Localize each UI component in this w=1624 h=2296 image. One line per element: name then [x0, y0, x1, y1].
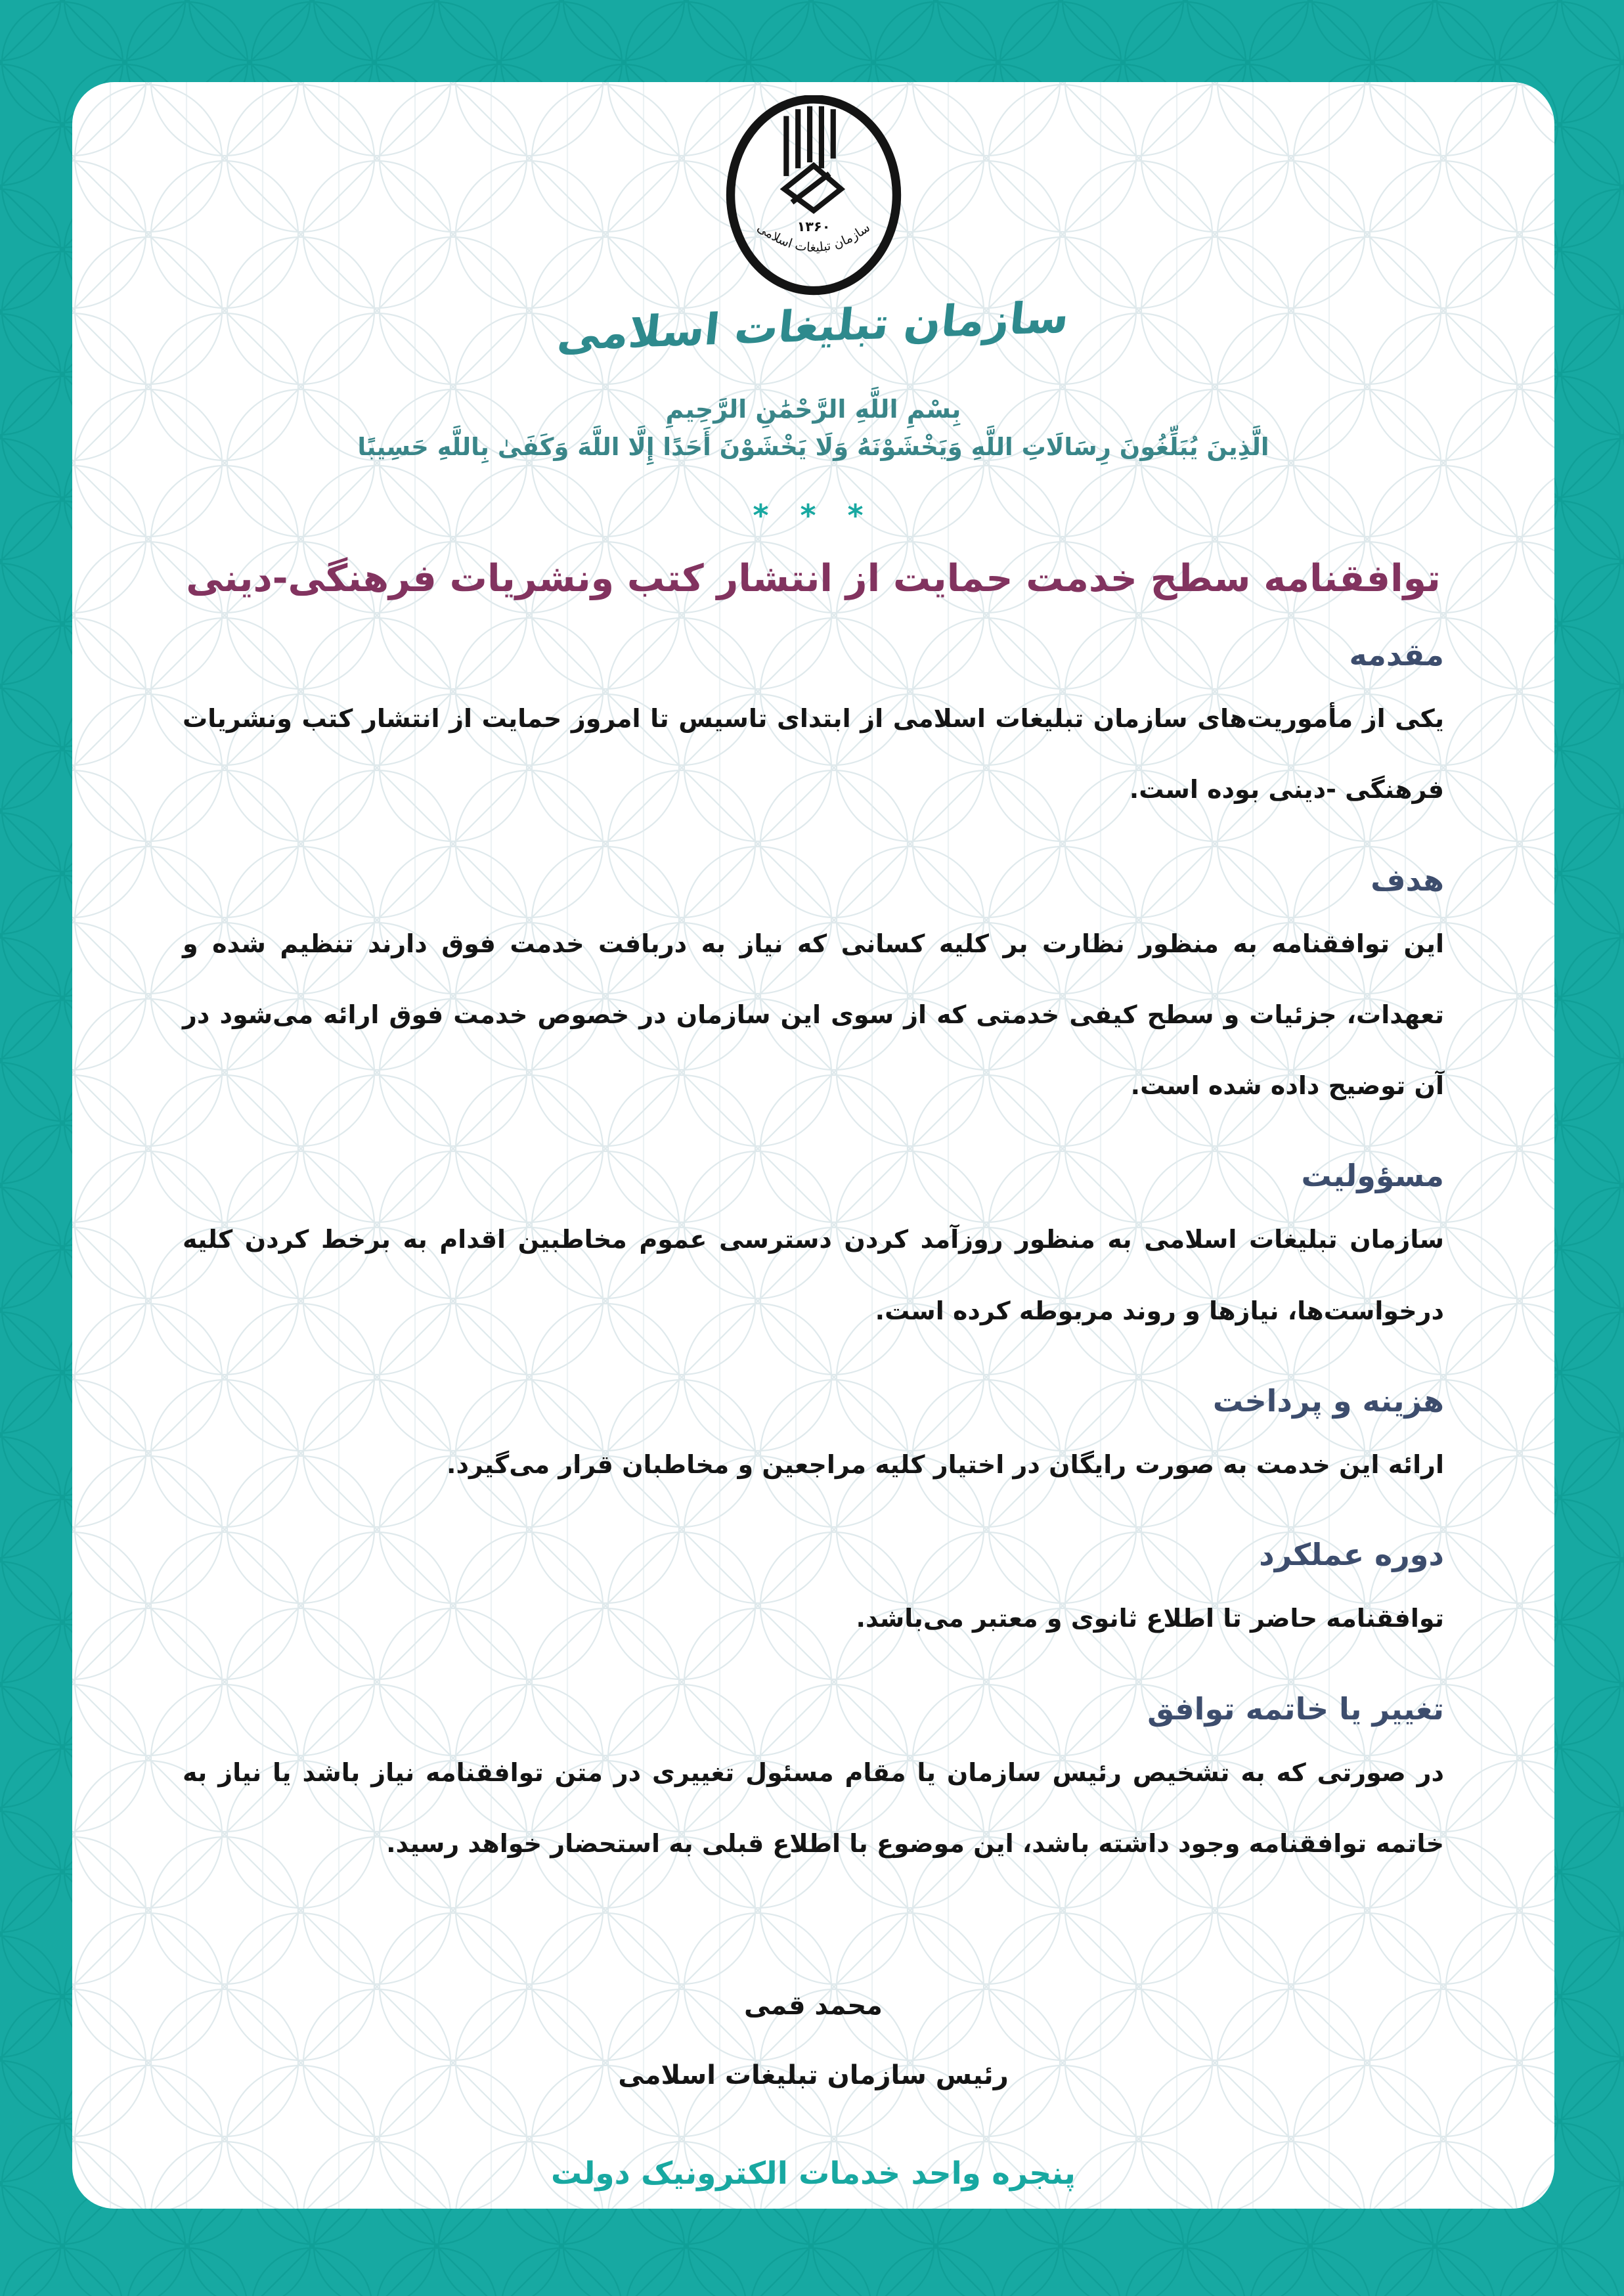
emblem-ring-text: سازمان تبلیغات اسلامی	[754, 219, 873, 255]
section-body: این توافقنامه به منظور نظارت بر کلیه کسانی که نیاز به دربافت خدمت فوق دارند تنظیم شده و تعهدات، جزئیات و سطح کیفی خدمتی که از سوی این سازمان در خصوص خدمت فوق ارائه می‌شود در آن توضیح داده شده است.	[183, 929, 1444, 1101]
organization-emblem-icon	[726, 95, 902, 296]
signature-block	[183, 1991, 1444, 2090]
section-heading: دوره عملکرد	[1259, 1537, 1444, 1573]
logo-block	[183, 95, 1444, 298]
section-change-termination	[183, 1691, 1444, 1880]
section-body: ارائه این خدمت به صورت رایگان در اختیار کلیه مراجعین و مخاطبان قرار می‌گیرد.	[447, 1450, 1444, 1480]
document-title: توافقنامه سطح خدمت حمایت از انتشار کتب ونشریات فرهنگی-دینی	[186, 557, 1441, 600]
section-heading: مسؤولیت	[1301, 1158, 1444, 1194]
allah-kufic-monogram-icon	[784, 109, 841, 211]
section-heading: هدف	[1371, 862, 1444, 898]
section-heading: هزینه و پرداخت	[1212, 1383, 1444, 1419]
organization-calligraphy	[183, 292, 1444, 361]
footer-service-window: پنجره واحد خدمات الکترونیک دولت	[551, 2155, 1076, 2192]
bismillah-text: بِسْمِ اللَّهِ الرَّحْمَٰنِ الرَّحِيمِ	[665, 395, 961, 424]
section-goal	[183, 862, 1444, 1122]
section-performance-period	[183, 1537, 1444, 1654]
section-body: یکی از مأموریت‌های سازمان تبلیغات اسلامی از ابتدای تاسیس تا امروز حمایت از انتشار کتب ونشریات فرهنگی -دینی بوده است.	[183, 704, 1444, 805]
emblem-year: ۱۳۶۰	[797, 218, 830, 234]
signatory-name: محمد قمی	[744, 1991, 883, 2021]
section-heading: تغییر یا خاتمه توافق	[1147, 1690, 1444, 1727]
section-heading: مقدمه	[1349, 637, 1444, 673]
quran-verse-text: الَّذِينَ يُبَلِّغُونَ رِسَالَاتِ اللَّهِ وَيَخْشَوْنَهُ وَلَا يَخْشَوْنَ أَحَدًا إِلَّا اللَّهَ وَكَفَىٰ بِاللَّهِ حَسِيبًا	[357, 433, 1269, 461]
signatory-title: رئیس سازمان تبلیغات اسلامی	[618, 2060, 1009, 2091]
section-body: توافقنامه حاضر تا اطلاع ثانوی و معتبر می‌باشد.	[856, 1604, 1444, 1633]
document-card	[72, 82, 1554, 2209]
section-responsibility	[183, 1158, 1444, 1346]
section-body: در صورتی که به تشخیص رئیس سازمان یا مقام مسئول تغییری در متن توافقنامه نیاز باشد یا نیاز به خاتمه توافقنامه وجود داشته باشد، این موضوع با اطلاع قبلی به استحضار خواهد رسید.	[183, 1757, 1444, 1858]
ornament-divider: * * *	[753, 498, 874, 533]
organization-calligraphy-text: سازمان تبلیغات اسلامی	[555, 292, 1072, 361]
section-introduction	[183, 637, 1444, 826]
section-cost-payment	[183, 1383, 1444, 1500]
section-body: سازمان تبلیغات اسلامی به منظور روزآمد کردن دسترسی عموم مخاطبین اقدام به برخط کردن کلیه درخواست‌ها، نیازها و روند مربوطه کرده است.	[183, 1225, 1444, 1325]
